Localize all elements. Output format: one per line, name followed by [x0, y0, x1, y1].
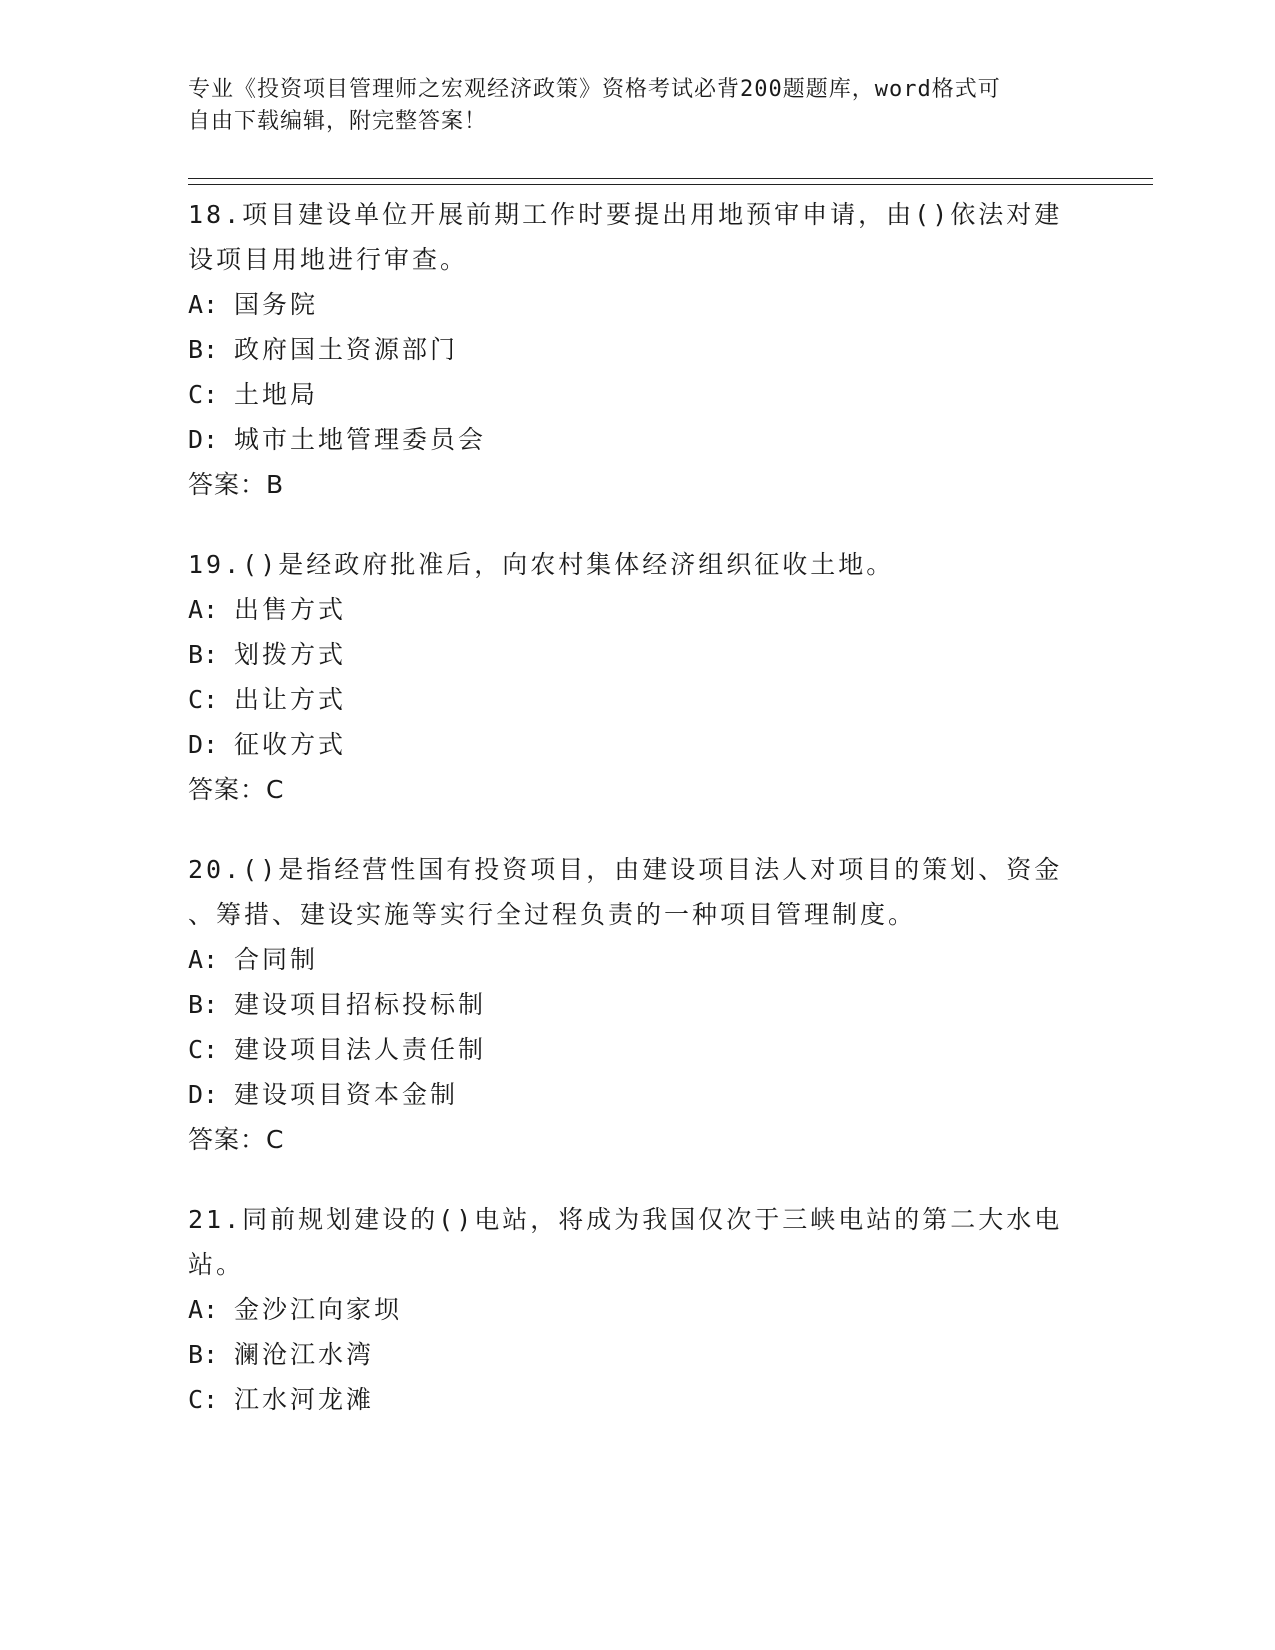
option-letter: D: — [188, 730, 219, 759]
question-block — [188, 1197, 1088, 1422]
question-text: 、筹措、建设实施等实行全过程负责的一种项目管理制度。 — [188, 900, 917, 929]
option-text: 国务院 — [234, 290, 319, 319]
answer-key: 答案：B — [188, 470, 285, 499]
option-letter: D: — [188, 425, 219, 454]
option-letter: C: — [188, 685, 219, 714]
option-text: 政府国土资源部门 — [234, 335, 459, 364]
question-text: 19.()是经政府批准后，向农村集体经济组织征收土地。 — [188, 550, 895, 579]
option-text: 城市土地管理委员会 — [234, 425, 487, 454]
question-list — [188, 192, 1088, 1457]
option-text: 划拨方式 — [234, 640, 347, 669]
question-block — [188, 192, 1088, 507]
answer-option — [188, 632, 1088, 677]
question-text: 18.项目建设单位开展前期工作时要提出用地预审申请，由()依法对建 — [188, 200, 1063, 229]
answer-option — [188, 1287, 1088, 1332]
option-letter: A: — [188, 595, 219, 624]
option-text: 土地局 — [234, 380, 319, 409]
answer-option — [188, 372, 1088, 417]
option-letter: B: — [188, 990, 219, 1019]
answer-option — [188, 982, 1088, 1027]
option-text: 征收方式 — [234, 730, 347, 759]
answer-option — [188, 1332, 1088, 1377]
answer-option — [188, 1027, 1088, 1072]
answer-option — [188, 282, 1088, 327]
answer-option — [188, 677, 1088, 722]
option-letter: C: — [188, 1035, 219, 1064]
answer-option — [188, 1072, 1088, 1117]
answer-key: 答案：C — [188, 1125, 285, 1154]
option-text: 出让方式 — [234, 685, 347, 714]
option-text: 金沙江向家坝 — [234, 1295, 403, 1324]
answer-key: 答案：C — [188, 775, 285, 804]
option-text: 江水河龙滩 — [234, 1385, 375, 1414]
option-letter: B: — [188, 640, 219, 669]
question-block — [188, 847, 1088, 1162]
question-text: 20.()是指经营性国有投资项目，由建设项目法人对项目的策划、资金 — [188, 855, 1063, 884]
answer-option — [188, 327, 1088, 372]
option-letter: A: — [188, 1295, 219, 1324]
header-line-1: 专业《投资项目管理师之宏观经济政策》资格考试必背200题题库，word格式可 — [188, 77, 1001, 102]
option-letter: C: — [188, 1385, 219, 1414]
option-text: 合同制 — [234, 945, 319, 974]
header-divider-bottom — [188, 184, 1153, 185]
answer-option — [188, 587, 1088, 632]
option-text: 建设项目招标投标制 — [234, 990, 487, 1019]
option-letter: B: — [188, 1340, 219, 1369]
answer-option — [188, 937, 1088, 982]
header-divider-top — [188, 178, 1153, 179]
question-text: 21.同前规划建设的()电站，将成为我国仅次于三峡电站的第二大水电 — [188, 1205, 1063, 1234]
option-letter: C: — [188, 380, 219, 409]
question-text: 设项目用地进行审查。 — [188, 245, 469, 274]
option-text: 建设项目资本金制 — [234, 1080, 459, 1109]
option-letter: D: — [188, 1080, 219, 1109]
question-block — [188, 542, 1088, 812]
answer-option — [188, 417, 1088, 462]
option-letter: A: — [188, 945, 219, 974]
answer-option — [188, 722, 1088, 767]
option-letter: A: — [188, 290, 219, 319]
option-text: 建设项目法人责任制 — [234, 1035, 487, 1064]
option-text: 出售方式 — [234, 595, 347, 624]
header-line-2: 自由下载编辑，附完整答案！ — [188, 109, 488, 134]
answer-option — [188, 1377, 1088, 1422]
question-text: 站。 — [188, 1250, 245, 1279]
option-text: 澜沧江水湾 — [234, 1340, 375, 1369]
document-header — [188, 74, 1088, 138]
option-letter: B: — [188, 335, 219, 364]
